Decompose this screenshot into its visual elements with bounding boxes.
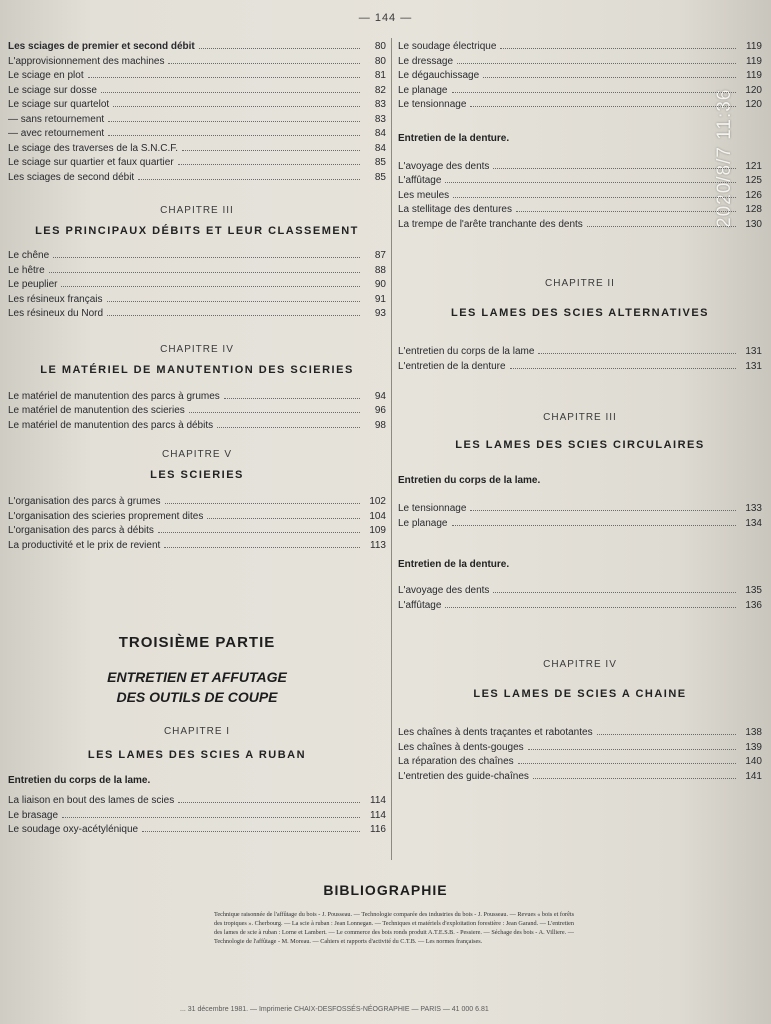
dot-leader xyxy=(158,524,360,533)
dot-leader xyxy=(528,741,736,750)
chapter-title: LES PRINCIPAUX DÉBITS ET LEUR CLASSEMENT xyxy=(35,225,359,237)
chapter-title: LES LAMES DES SCIES CIRCULAIRES xyxy=(455,439,705,451)
toc-list-sawing xyxy=(8,40,386,185)
toc-entry xyxy=(8,419,386,434)
dot-leader xyxy=(538,345,736,354)
toc-entry-title: Les chaînes à dents-gouges xyxy=(398,741,524,753)
toc-entry-title: Le sciage en plot xyxy=(8,70,84,81)
toc-entry-title: — avec retournement xyxy=(8,128,105,139)
toc-entry-title: Les meules xyxy=(398,189,450,201)
toc-entry xyxy=(398,98,762,113)
toc-list-chainsaw xyxy=(398,726,762,784)
toc-entry-title: Le matériel de manutention des scieries xyxy=(8,405,185,416)
toc-list-debits xyxy=(8,249,386,322)
bibliography-title: BIBLIOGRAPHIE xyxy=(323,882,448,898)
toc-entry-title: Le sciage sur quartelot xyxy=(8,99,110,110)
photo-timestamp: 2020/8/7 11:36 xyxy=(714,88,735,228)
toc-list-handling xyxy=(8,390,386,434)
toc-entry xyxy=(398,84,762,99)
toc-entry xyxy=(8,293,386,308)
toc-entry xyxy=(8,40,386,55)
chapter-title: LES LAMES DES SCIES ALTERNATIVES xyxy=(450,307,710,319)
toc-entry-title: Les sciages de premier et second débit xyxy=(8,41,195,52)
toc-entry xyxy=(8,156,386,171)
toc-entry-page: 84 xyxy=(374,128,386,139)
toc-entry-page: 116 xyxy=(370,824,386,835)
toc-entry-title: L'entretien des guide-chaînes xyxy=(398,770,529,782)
toc-entry-page: 140 xyxy=(745,756,762,767)
dot-leader xyxy=(518,755,736,764)
dot-leader xyxy=(533,770,736,779)
dot-leader xyxy=(483,69,736,78)
dot-leader xyxy=(510,360,736,369)
dot-leader xyxy=(224,390,360,399)
dot-leader xyxy=(597,726,736,735)
toc-entry xyxy=(398,584,762,599)
toc-entry-title: La stellitage des dentures xyxy=(398,204,512,215)
toc-entry-title: L'approvisionnement des machines xyxy=(8,55,165,67)
toc-entry-title: Les résineux du Nord xyxy=(8,308,104,319)
toc-entry-title: Le chêne xyxy=(8,250,50,261)
dot-leader xyxy=(108,113,360,122)
dot-leader xyxy=(108,127,360,136)
section-subheading: Entretien du corps de la lame. xyxy=(398,475,541,486)
bibliography-text: Technique raisonnée de l'affûtage du bois - J. Pousseau. — Technologie comparée des industries du bois - J. Pousseau. — Revues « bois et forêts des tropiques ». Cherbourg. — La scie à ruban : Jean Lonnegan. — Techniques et matériels d'exploitation forestière : Jean Garand. — L'entretien des lames de scie à ruban : Lorne et Lambert. — Le commerce des bois ronds produit A.T.E.S.B. - Pessiere. — Séchage des bois - A. Villiere. — Technologie de l'affûtage - M. Moreau. — Cahiers et rapports d'activité du C.T.B. — Les normes françaises. xyxy=(214,911,574,945)
toc-entry-page: 83 xyxy=(374,99,386,110)
toc-entry-title: L'affûtage xyxy=(398,599,442,611)
toc-entry-title: — sans retournement xyxy=(8,113,105,125)
toc-entry-page: 114 xyxy=(370,795,386,806)
toc-entry-title: Le sciage sur dosse xyxy=(8,84,97,96)
chapter-title: LES LAMES DES SCIES A RUBAN xyxy=(87,749,307,761)
toc-entry-page: 80 xyxy=(374,41,386,52)
chapter-label: CHAPITRE III xyxy=(160,205,234,216)
toc-entry-title: Le tensionnage xyxy=(398,99,467,110)
dot-leader xyxy=(516,203,736,212)
toc-entry xyxy=(398,599,762,614)
dot-leader xyxy=(587,218,736,227)
toc-entry-page: 139 xyxy=(745,741,762,753)
dot-leader xyxy=(199,40,360,49)
toc-entry-title: L'avoyage des dents xyxy=(398,160,490,172)
dot-leader xyxy=(189,404,360,413)
toc-entry-title: Le dressage xyxy=(398,55,454,67)
toc-entry xyxy=(398,189,762,204)
dot-leader xyxy=(207,510,360,519)
dot-leader xyxy=(493,584,736,593)
chapter-title: LES SCIERIES xyxy=(150,469,244,481)
toc-entry-page: 85 xyxy=(374,157,386,168)
toc-entry-title: Les sciages de second débit xyxy=(8,171,135,183)
toc-entry-page: 83 xyxy=(374,113,386,125)
toc-entry xyxy=(8,809,386,824)
section-subheading: Entretien du corps de la lame. xyxy=(8,775,151,786)
toc-entry xyxy=(398,360,762,375)
toc-entry-page: 133 xyxy=(745,503,762,514)
dot-leader xyxy=(453,189,736,198)
toc-entry xyxy=(398,502,762,517)
toc-entry xyxy=(8,524,386,539)
toc-entry xyxy=(8,495,386,510)
left-column-lower xyxy=(8,726,386,838)
section-subheading: Entretien de la denture. xyxy=(398,559,510,570)
dot-leader xyxy=(88,69,360,78)
toc-entry-title: Le brasage xyxy=(8,809,59,821)
dot-leader xyxy=(452,517,737,526)
dot-leader xyxy=(142,823,360,832)
toc-entry xyxy=(8,249,386,264)
toc-entry-page: 90 xyxy=(374,279,386,290)
dot-leader xyxy=(452,84,737,93)
toc-entry-page: 94 xyxy=(374,390,386,402)
column-divider xyxy=(391,38,392,860)
chapter-label: CHAPITRE IV xyxy=(160,343,234,355)
chapter-title: LES LAMES DE SCIES A CHAINE xyxy=(473,688,687,700)
dot-leader xyxy=(217,419,360,428)
chapter-label: CHAPITRE I xyxy=(163,726,231,737)
toc-entry xyxy=(8,794,386,809)
toc-entry-page: 126 xyxy=(745,189,762,201)
part-subtitle-line-2: DES OUTILS DE COUPE xyxy=(116,689,278,705)
toc-entry xyxy=(8,171,386,186)
toc-entry-page: 120 xyxy=(745,99,762,110)
right-column xyxy=(398,40,762,784)
toc-entry-page: 119 xyxy=(746,55,762,67)
toc-entry-page: 80 xyxy=(374,55,386,67)
toc-entry-title: Le sciage sur quartier et faux quartier xyxy=(8,157,174,168)
toc-entry-title: Le peuplier xyxy=(8,279,58,290)
toc-entry-title: Le sciage des traverses de la S.N.C.F. xyxy=(8,142,179,154)
toc-entry-page: 109 xyxy=(369,525,386,536)
toc-entry xyxy=(398,160,762,175)
toc-entry-page: 119 xyxy=(746,70,762,81)
toc-entry-page: 102 xyxy=(369,496,386,507)
dot-leader xyxy=(164,539,360,548)
toc-entry-page: 114 xyxy=(370,809,386,821)
toc-entry-page: 91 xyxy=(374,293,386,305)
toc-list-welding xyxy=(398,40,762,113)
dot-leader xyxy=(470,98,736,107)
toc-entry-page: 93 xyxy=(374,308,386,319)
toc-entry-title: Le soudage oxy-acétylénique xyxy=(8,824,139,835)
toc-entry-page: 120 xyxy=(745,84,762,96)
toc-entry xyxy=(8,69,386,84)
toc-entry-title: L'entretien du corps de la lame xyxy=(398,346,535,357)
dot-leader xyxy=(168,55,360,64)
dot-leader xyxy=(107,293,361,302)
toc-entry-page: 84 xyxy=(374,142,386,154)
dot-leader xyxy=(445,599,736,608)
toc-entry xyxy=(398,726,762,741)
toc-entry xyxy=(8,390,386,405)
toc-entry xyxy=(8,404,386,419)
toc-entry-page: 98 xyxy=(374,419,386,431)
toc-entry-page: 104 xyxy=(369,510,386,522)
toc-entry-page: 113 xyxy=(370,539,386,551)
toc-entry-page: 136 xyxy=(745,599,762,611)
toc-entry xyxy=(398,741,762,756)
toc-entry-title: Le dégauchissage xyxy=(398,70,480,81)
toc-entry-page: 81 xyxy=(374,70,386,81)
page-number: — 144 — xyxy=(358,12,413,24)
dot-leader xyxy=(61,278,360,287)
toc-entry-title: La trempe de l'arête tranchante des dents xyxy=(398,218,583,230)
dot-leader xyxy=(101,84,360,93)
toc-entry-page: 87 xyxy=(374,250,386,261)
toc-entry-title: Les résineux français xyxy=(8,293,103,305)
toc-list-reciprocating xyxy=(398,345,762,374)
left-column xyxy=(8,40,386,553)
toc-list-band-saw xyxy=(8,794,386,838)
toc-list-circular-teeth xyxy=(398,584,762,613)
toc-list-circular-body xyxy=(398,502,762,531)
toc-entry xyxy=(398,55,762,70)
toc-entry xyxy=(8,84,386,99)
toc-entry xyxy=(8,142,386,157)
chapter-title: LE MATÉRIEL DE MANUTENTION DES SCIERIES xyxy=(40,363,354,376)
toc-entry xyxy=(8,307,386,322)
printer-footer: ... 31 décembre 1981. — Imprimerie CHAIX-DESFOSSÉS-NÉOGRAPHIE — PARIS — 41 000 6.81 xyxy=(180,1006,489,1013)
toc-entry-title: L'entretien de la denture xyxy=(398,360,506,372)
toc-entry-title: Le matériel de manutention des parcs à grumes xyxy=(8,390,220,402)
dot-leader xyxy=(113,98,360,107)
dot-leader xyxy=(178,794,360,803)
toc-entry-title: L'avoyage des dents xyxy=(398,585,490,596)
chapter-label: CHAPITRE IV xyxy=(543,659,617,670)
dot-leader xyxy=(493,160,736,169)
toc-entry xyxy=(398,174,762,189)
toc-entry-title: Le planage xyxy=(398,84,448,96)
toc-entry xyxy=(8,113,386,128)
toc-entry xyxy=(8,823,386,838)
section-subheading: Entretien de la denture. xyxy=(398,132,510,144)
dot-leader xyxy=(107,307,360,316)
toc-entry xyxy=(398,218,762,233)
toc-entry-title: L'organisation des parcs à débits xyxy=(8,525,154,536)
toc-entry xyxy=(8,55,386,70)
toc-entry-page: 85 xyxy=(374,171,386,183)
toc-entry xyxy=(398,770,762,785)
toc-entry xyxy=(398,40,762,55)
toc-entry-title: L'organisation des scieries proprement dites xyxy=(8,510,204,522)
toc-entry xyxy=(8,98,386,113)
toc-entry xyxy=(8,539,386,554)
toc-entry-title: Le tensionnage xyxy=(398,503,467,514)
toc-entry-title: L'affûtage xyxy=(398,175,442,186)
toc-entry-page: 131 xyxy=(745,360,762,372)
toc-entry xyxy=(398,517,762,532)
toc-entry-title: La réparation des chaînes xyxy=(398,756,514,767)
toc-entry-title: Le matériel de manutention des parcs à débits xyxy=(8,419,214,431)
dot-leader xyxy=(457,55,736,64)
dot-leader xyxy=(138,171,360,180)
toc-entry xyxy=(8,278,386,293)
toc-list-teeth xyxy=(398,160,762,233)
dot-leader xyxy=(165,495,360,504)
dot-leader xyxy=(49,264,360,273)
toc-entry xyxy=(398,203,762,218)
toc-entry-page: 96 xyxy=(374,405,386,416)
dot-leader xyxy=(182,142,360,151)
dot-leader xyxy=(445,174,736,183)
dot-leader xyxy=(62,809,360,818)
toc-entry-title: Le hêtre xyxy=(8,264,45,276)
toc-entry xyxy=(398,69,762,84)
dot-leader xyxy=(53,249,360,258)
chapter-label: CHAPITRE V xyxy=(161,449,232,460)
toc-entry-page: 88 xyxy=(374,264,386,276)
toc-entry-page: 128 xyxy=(745,204,762,215)
toc-entry-title: Le soudage électrique xyxy=(398,41,497,52)
part-subtitle-line-1: ENTRETIEN ET AFFUTAGE xyxy=(107,669,287,685)
toc-entry-title: L'organisation des parcs à grumes xyxy=(8,496,161,507)
toc-entry-title: Le planage xyxy=(398,517,448,529)
toc-entry xyxy=(398,755,762,770)
dot-leader xyxy=(500,40,736,49)
toc-entry-title: La liaison en bout des lames de scies xyxy=(8,795,175,806)
toc-entry-page: 135 xyxy=(745,585,762,596)
toc-entry xyxy=(8,127,386,142)
toc-entry xyxy=(398,345,762,360)
toc-list-sawmills xyxy=(8,495,386,553)
toc-entry-page: 131 xyxy=(745,346,762,357)
toc-entry-page: 134 xyxy=(745,517,762,529)
chapter-label: CHAPITRE II xyxy=(545,278,615,289)
toc-entry-page: 141 xyxy=(745,770,762,782)
dot-leader xyxy=(178,156,360,165)
toc-entry xyxy=(8,510,386,525)
toc-entry-title: Les chaînes à dents traçantes et rabotantes xyxy=(398,727,593,738)
toc-entry-page: 121 xyxy=(745,160,762,172)
toc-entry-title: La productivité et le prix de revient xyxy=(8,539,161,551)
toc-entry-page: 130 xyxy=(745,218,762,230)
toc-entry-page: 125 xyxy=(745,175,762,186)
dot-leader xyxy=(470,502,736,511)
toc-entry-page: 82 xyxy=(374,84,386,96)
chapter-label: CHAPITRE III xyxy=(543,412,617,423)
toc-entry-page: 138 xyxy=(745,727,762,738)
toc-entry xyxy=(8,264,386,279)
part-title: TROISIÈME PARTIE xyxy=(118,634,276,651)
toc-entry-page: 119 xyxy=(746,41,762,52)
